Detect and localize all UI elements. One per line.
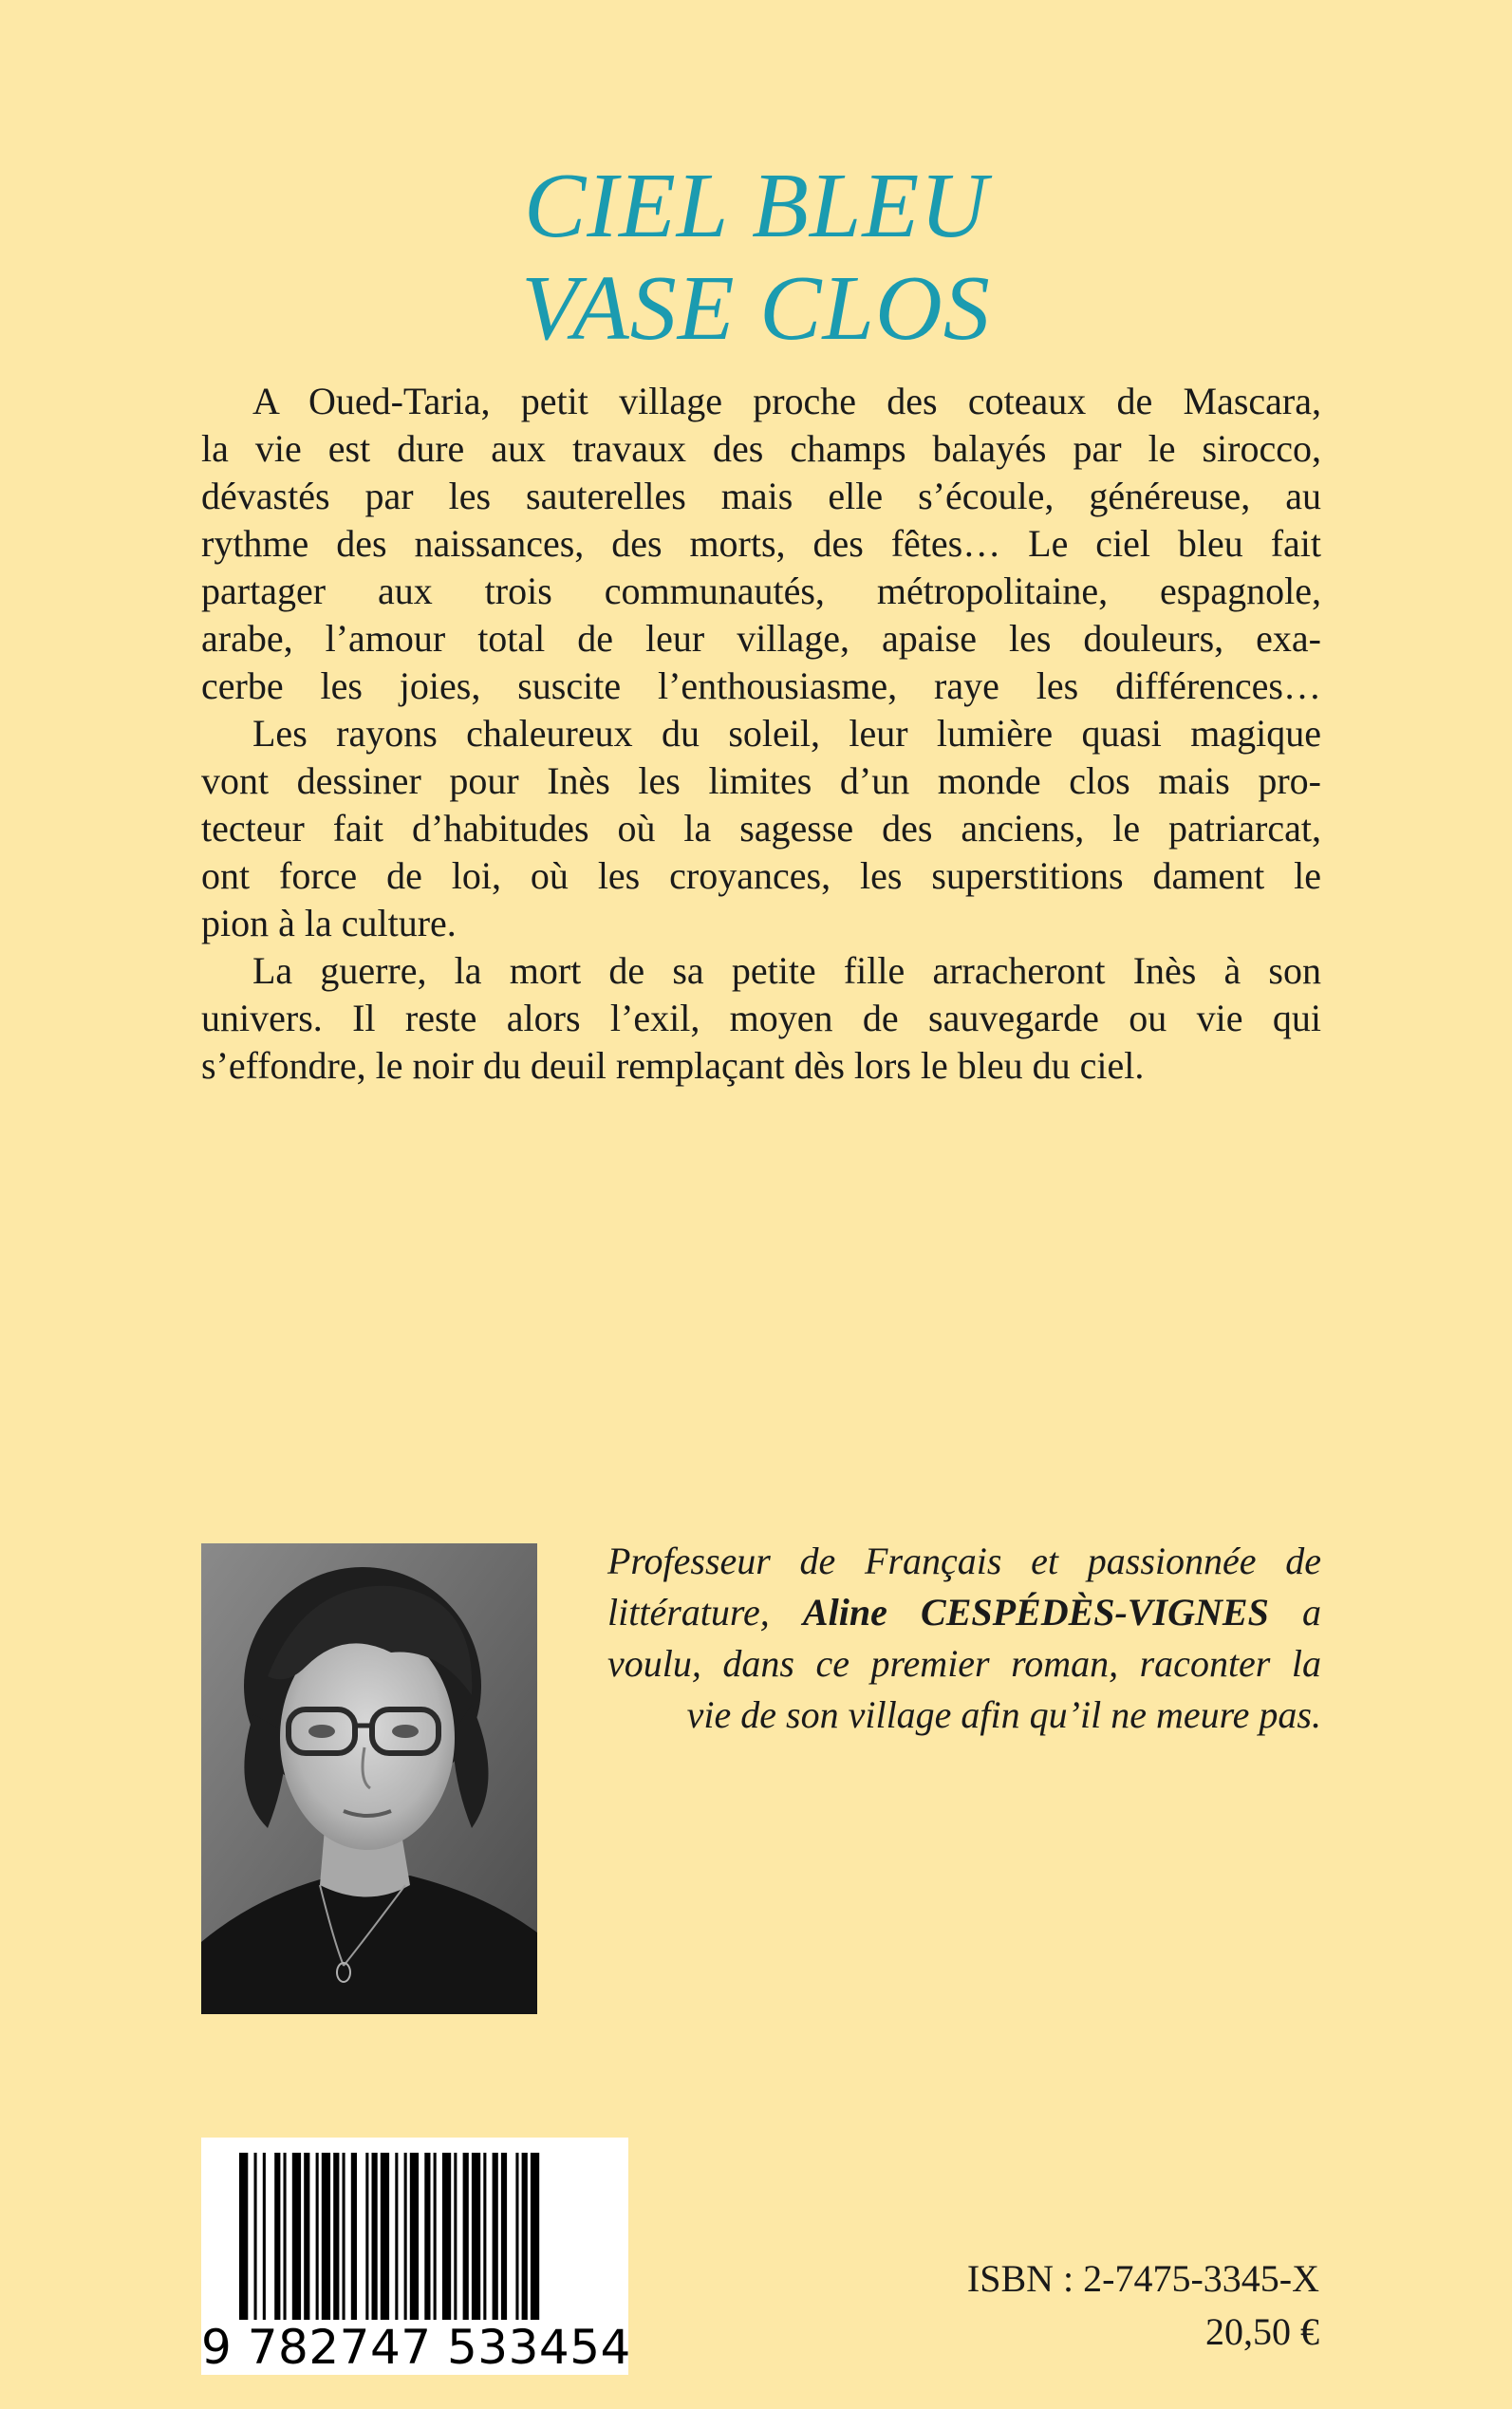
- bio-line: vie de son village afin qu’il ne meure pas.: [686, 1693, 1321, 1736]
- book-title-line-1: CIEL BLEU: [523, 155, 989, 257]
- barcode-bar: [395, 2153, 398, 2320]
- barcode-bar: [292, 2153, 301, 2320]
- barcode-bar: [410, 2153, 419, 2320]
- barcode-bar: [316, 2153, 319, 2320]
- synopsis-line: partager aux trois communautés, métropolitaine, espagnole,: [201, 570, 1321, 612]
- bio-line: Professeur de Français et passionnée de: [607, 1540, 1321, 1582]
- barcode-bar: [515, 2153, 518, 2320]
- barcode-bar: [343, 2153, 345, 2320]
- barcode-bar: [493, 2153, 498, 2320]
- barcode-bar: [531, 2153, 539, 2320]
- author-photo: [201, 1543, 537, 2014]
- barcode-bar: [454, 2153, 457, 2320]
- synopsis-line: univers. Il reste alors l’exil, moyen de sauvegarde ou vie qui: [201, 997, 1321, 1039]
- barcode-bar: [483, 2153, 486, 2320]
- author-bio: [607, 1536, 1321, 1741]
- author-portrait-image: [201, 1543, 537, 2014]
- barcode-bar: [284, 2153, 287, 2320]
- barcode-bar: [372, 2153, 378, 2320]
- synopsis-line: Les rayons chaleureux du soleil, leur lumière quasi magique: [252, 712, 1321, 755]
- synopsis-line: s’effondre, le noir du deuil remplaçant dès lors le bleu du ciel.: [201, 1044, 1145, 1087]
- barcode-bar: [404, 2153, 407, 2320]
- bio-text: littérature,: [607, 1591, 770, 1634]
- barcode-bar: [463, 2153, 469, 2320]
- bio-text: a: [1302, 1591, 1321, 1634]
- barcode-bar: [263, 2153, 266, 2320]
- synopsis: [201, 378, 1321, 1090]
- synopsis-line: rythme des naissances, des morts, des fêtes… Le ciel bleu fait: [201, 522, 1321, 565]
- synopsis-line: ont force de loi, où les croyances, les superstitions dament le: [201, 854, 1321, 897]
- barcode-bar: [424, 2153, 430, 2320]
- author-name: Aline CESPÉDÈS-VIGNES: [802, 1591, 1269, 1634]
- synopsis-line: pion à la culture.: [201, 902, 457, 944]
- barcode-bar: [365, 2153, 368, 2320]
- synopsis-line: dévastés par les sauterelles mais elle s’écoule, généreuse, au: [201, 475, 1321, 517]
- barcode-bar: [472, 2153, 480, 2320]
- barcode-bar: [333, 2153, 339, 2320]
- bio-line: voulu, dans ce premier roman, raconter la: [607, 1642, 1321, 1685]
- synopsis-line: vont dessiner pour Inès les limites d’un monde clos mais pro-: [201, 759, 1321, 802]
- barcode-bars: [201, 2138, 628, 2327]
- barcode-bar: [442, 2153, 451, 2320]
- synopsis-line: la vie est dure aux travaux des champs balayés par le sirocco,: [201, 427, 1321, 470]
- barcode-bar: [381, 2153, 389, 2320]
- price: 20,50 €: [1205, 2310, 1319, 2353]
- barcode-bar: [254, 2153, 257, 2320]
- bio-line: [607, 1587, 1321, 1638]
- barcode-bar: [322, 2153, 330, 2320]
- barcode-bar: [274, 2153, 280, 2320]
- synopsis-line: arabe, l’amour total de leur village, apaise les douleurs, exa-: [201, 617, 1321, 660]
- barcode-bar: [501, 2153, 507, 2320]
- barcode-bar: [239, 2153, 248, 2320]
- barcode: [201, 2138, 631, 2375]
- synopsis-line: La guerre, la mort de sa petite fille arracheront Inès à son: [252, 949, 1321, 992]
- book-title-line-2: VASE CLOS: [521, 257, 991, 360]
- barcode-digits: 9 782747 533454: [201, 2320, 631, 2375]
- synopsis-line: cerbe les joies, suscite l’enthousiasme, raye les différences…: [201, 664, 1321, 707]
- synopsis-line: tecteur fait d’habitudes où la sagesse des anciens, le patriarcat,: [201, 807, 1321, 850]
- barcode-bar: [304, 2153, 309, 2320]
- isbn: ISBN : 2-7475-3345-X: [966, 2257, 1319, 2300]
- barcode-bar: [522, 2153, 528, 2320]
- synopsis-line: A Oued-Taria, petit village proche des coteaux de Mascara,: [252, 380, 1321, 422]
- barcode-bar: [434, 2153, 437, 2320]
- barcode-bar: [351, 2153, 357, 2320]
